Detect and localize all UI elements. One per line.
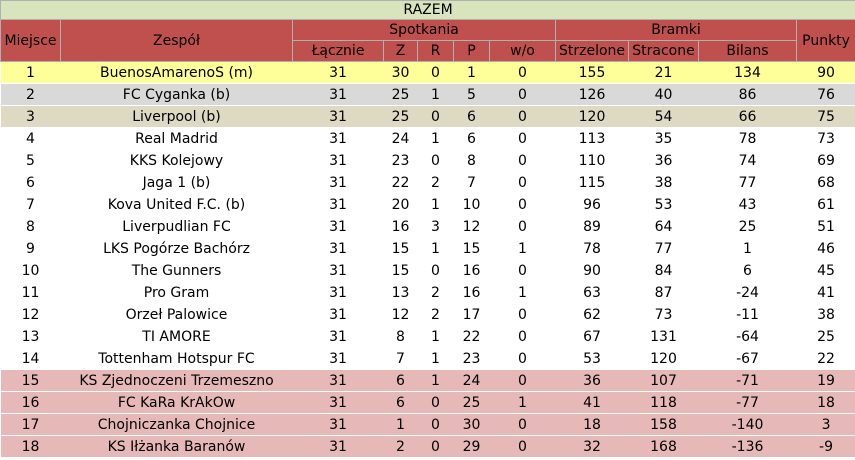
cell-walkover: 0 bbox=[490, 84, 556, 106]
cell-draws: 1 bbox=[431, 196, 440, 213]
cell-team: Chojniczanka Chojnice bbox=[61, 414, 293, 436]
cell-team: BuenosAmarenoS (m) bbox=[61, 62, 293, 84]
cell-scored: 110 bbox=[578, 152, 606, 169]
cell-walkover: 0 bbox=[518, 350, 527, 367]
table-row bbox=[1, 348, 855, 370]
cell-total: 31 bbox=[293, 106, 384, 128]
cell-points: 38 bbox=[817, 306, 835, 323]
cell-total: 31 bbox=[293, 436, 384, 458]
cell-walkover: 1 bbox=[490, 392, 556, 414]
cell-losses: 16 bbox=[462, 262, 481, 279]
cell-wins: 30 bbox=[384, 62, 418, 84]
cell-draws: 0 bbox=[431, 262, 440, 279]
cell-balance: 1 bbox=[743, 240, 752, 257]
cell-total: 31 bbox=[329, 152, 347, 169]
cell-wins: 24 bbox=[391, 130, 410, 147]
cell-scored: 90 bbox=[583, 262, 601, 279]
cell-wins: 20 bbox=[391, 196, 410, 213]
cell-conceded: 77 bbox=[654, 240, 673, 257]
cell-total: 31 bbox=[329, 130, 347, 147]
cell-wins: 13 bbox=[391, 284, 410, 301]
table-row bbox=[1, 370, 855, 392]
cell-scored: 89 bbox=[583, 218, 601, 235]
cell-points: 46 bbox=[817, 240, 835, 257]
cell-team: LKS Pogórze Bachórz bbox=[103, 240, 250, 257]
cell-total: 31 bbox=[293, 84, 384, 106]
cell-total: 31 bbox=[329, 350, 347, 367]
header-walkover: w/o bbox=[490, 41, 556, 62]
cell-draws: 0 bbox=[418, 414, 454, 436]
cell-balance: 86 bbox=[699, 84, 797, 106]
cell-walkover: 0 bbox=[518, 306, 527, 323]
cell-points: 51 bbox=[817, 218, 835, 235]
cell-walkover: 0 bbox=[518, 130, 527, 147]
cell-place: 9 bbox=[26, 240, 35, 257]
cell-conceded: 64 bbox=[654, 218, 673, 235]
header-scored: Strzelone bbox=[556, 41, 629, 62]
cell-points: 68 bbox=[817, 174, 835, 191]
cell-team: Real Madrid bbox=[135, 130, 218, 147]
cell-points: 19 bbox=[797, 370, 855, 392]
cell-team: KS Iłżanka Baranów bbox=[61, 436, 293, 458]
cell-place: 13 bbox=[21, 328, 40, 345]
cell-scored: 113 bbox=[578, 130, 606, 147]
cell-walkover: 0 bbox=[518, 218, 527, 235]
cell-losses: 24 bbox=[454, 370, 490, 392]
cell-balance: 66 bbox=[699, 106, 797, 128]
header-points: Punkty bbox=[797, 20, 855, 62]
cell-points: 69 bbox=[817, 152, 835, 169]
header-matches: Spotkania bbox=[293, 20, 556, 41]
cell-scored: 120 bbox=[556, 106, 629, 128]
cell-place: 15 bbox=[1, 370, 61, 392]
cell-place: 8 bbox=[26, 218, 35, 235]
cell-draws: 0 bbox=[418, 436, 454, 458]
cell-draws: 0 bbox=[418, 106, 454, 128]
cell-walkover: 0 bbox=[490, 414, 556, 436]
cell-place: 16 bbox=[1, 392, 61, 414]
cell-points: 18 bbox=[797, 392, 855, 414]
cell-balance: -77 bbox=[699, 392, 797, 414]
cell-wins: 2 bbox=[384, 436, 418, 458]
cell-conceded: 87 bbox=[654, 284, 673, 301]
cell-balance: -67 bbox=[736, 350, 759, 367]
table-row bbox=[1, 414, 855, 436]
table-row bbox=[1, 326, 855, 348]
cell-draws: 2 bbox=[431, 284, 440, 301]
cell-walkover: 0 bbox=[518, 196, 527, 213]
cell-place: 17 bbox=[1, 414, 61, 436]
cell-scored: 18 bbox=[556, 414, 629, 436]
table-row bbox=[1, 84, 855, 106]
cell-points: 3 bbox=[797, 414, 855, 436]
cell-total: 31 bbox=[329, 262, 347, 279]
cell-total: 31 bbox=[293, 392, 384, 414]
table-row bbox=[1, 436, 855, 458]
table-row bbox=[1, 392, 855, 414]
cell-losses: 23 bbox=[462, 350, 481, 367]
cell-conceded: 120 bbox=[650, 350, 677, 367]
cell-conceded: 36 bbox=[654, 152, 673, 169]
cell-conceded: 40 bbox=[629, 84, 699, 106]
cell-team: The Gunners bbox=[131, 262, 222, 279]
cell-place: 18 bbox=[1, 436, 61, 458]
cell-team: Orzeł Palowice bbox=[125, 306, 228, 323]
cell-walkover: 0 bbox=[490, 106, 556, 128]
cell-losses: 17 bbox=[462, 306, 481, 323]
cell-team: KS Zjednoczeni Trzemeszno bbox=[61, 370, 293, 392]
cell-total: 31 bbox=[329, 284, 347, 301]
cell-losses: 25 bbox=[454, 392, 490, 414]
cell-walkover: 0 bbox=[490, 436, 556, 458]
cell-points: 76 bbox=[797, 84, 855, 106]
cell-place: 7 bbox=[26, 196, 35, 213]
cell-losses: 6 bbox=[454, 106, 490, 128]
table-row bbox=[1, 282, 855, 304]
cell-draws: 0 bbox=[418, 392, 454, 414]
cell-draws: 2 bbox=[431, 174, 440, 191]
table-row bbox=[1, 150, 855, 172]
header-team: Zespół bbox=[61, 20, 293, 62]
cell-losses: 16 bbox=[462, 284, 481, 301]
cell-scored: 155 bbox=[556, 62, 629, 84]
cell-conceded: 73 bbox=[654, 306, 673, 323]
cell-place: 2 bbox=[1, 84, 61, 106]
cell-wins: 6 bbox=[384, 392, 418, 414]
cell-losses: 6 bbox=[467, 130, 476, 147]
cell-draws: 1 bbox=[431, 328, 440, 345]
cell-points: 45 bbox=[817, 262, 835, 279]
cell-losses: 7 bbox=[467, 174, 476, 191]
cell-conceded: 131 bbox=[650, 328, 677, 345]
header-balance: Bilans bbox=[699, 41, 797, 62]
cell-balance: -24 bbox=[736, 284, 759, 301]
cell-balance: -71 bbox=[699, 370, 797, 392]
cell-team: TI AMORE bbox=[142, 328, 211, 345]
cell-team: Pro Gram bbox=[143, 284, 210, 301]
cell-total: 31 bbox=[293, 414, 384, 436]
cell-balance: -64 bbox=[736, 328, 759, 345]
cell-walkover: 1 bbox=[518, 284, 527, 301]
cell-conceded: 168 bbox=[629, 436, 699, 458]
cell-scored: 115 bbox=[578, 174, 606, 191]
table-row bbox=[1, 260, 855, 282]
cell-team: FC KaRa KrAkOw bbox=[61, 392, 293, 414]
cell-walkover: 0 bbox=[490, 370, 556, 392]
standings-body bbox=[1, 62, 855, 458]
cell-draws: 1 bbox=[431, 130, 440, 147]
cell-place: 12 bbox=[21, 306, 40, 323]
cell-scored: 126 bbox=[556, 84, 629, 106]
cell-balance: 78 bbox=[738, 130, 757, 147]
cell-balance: 25 bbox=[738, 218, 757, 235]
header-place: Miejsce bbox=[1, 20, 61, 62]
cell-total: 31 bbox=[293, 62, 384, 84]
cell-points: 73 bbox=[817, 130, 835, 147]
cell-draws: 1 bbox=[431, 350, 440, 367]
cell-total: 31 bbox=[329, 196, 347, 213]
cell-team: KKS Kolejowy bbox=[129, 152, 224, 169]
cell-points: 61 bbox=[817, 196, 835, 213]
cell-total: 31 bbox=[329, 240, 347, 257]
cell-draws: 0 bbox=[418, 62, 454, 84]
cell-draws: 0 bbox=[431, 152, 440, 169]
cell-balance: 6 bbox=[743, 262, 752, 279]
cell-wins: 1 bbox=[384, 414, 418, 436]
table-row bbox=[1, 106, 855, 128]
header-wins: Z bbox=[384, 41, 418, 62]
cell-total: 31 bbox=[329, 218, 347, 235]
cell-points: 75 bbox=[797, 106, 855, 128]
cell-walkover: 0 bbox=[518, 174, 527, 191]
cell-walkover: 0 bbox=[490, 62, 556, 84]
cell-place: 14 bbox=[21, 350, 40, 367]
cell-balance: 74 bbox=[738, 152, 757, 169]
table-row bbox=[1, 304, 855, 326]
cell-place: 3 bbox=[1, 106, 61, 128]
cell-points: -9 bbox=[797, 436, 855, 458]
cell-wins: 15 bbox=[391, 240, 410, 257]
cell-points: 90 bbox=[797, 62, 855, 84]
cell-conceded: 118 bbox=[629, 392, 699, 414]
cell-conceded: 53 bbox=[654, 196, 673, 213]
cell-scored: 67 bbox=[583, 328, 601, 345]
cell-team: Jaga 1 (b) bbox=[142, 174, 211, 191]
table-row bbox=[1, 216, 855, 238]
cell-balance: 43 bbox=[738, 196, 757, 213]
cell-losses: 1 bbox=[454, 62, 490, 84]
cell-team: Tottenham Hotspur FC bbox=[98, 350, 255, 367]
header-goals: Bramki bbox=[556, 20, 797, 41]
cell-wins: 25 bbox=[384, 106, 418, 128]
cell-conceded: 107 bbox=[629, 370, 699, 392]
cell-scored: 63 bbox=[583, 284, 601, 301]
cell-team: FC Cyganka (b) bbox=[61, 84, 293, 106]
cell-walkover: 1 bbox=[518, 240, 527, 257]
header-draws: R bbox=[418, 41, 454, 62]
cell-conceded: 35 bbox=[654, 130, 673, 147]
cell-scored: 32 bbox=[556, 436, 629, 458]
cell-walkover: 0 bbox=[518, 152, 527, 169]
cell-team: Kova United F.C. (b) bbox=[107, 196, 246, 213]
cell-team: Liverpool (b) bbox=[61, 106, 293, 128]
cell-scored: 62 bbox=[583, 306, 601, 323]
cell-wins: 25 bbox=[384, 84, 418, 106]
cell-total: 31 bbox=[329, 174, 347, 191]
cell-conceded: 158 bbox=[629, 414, 699, 436]
header-total: Łącznie bbox=[293, 41, 384, 62]
cell-wins: 7 bbox=[396, 350, 405, 367]
cell-wins: 23 bbox=[391, 152, 410, 169]
table-row bbox=[1, 194, 855, 216]
cell-place: 6 bbox=[26, 174, 35, 191]
header-losses: P bbox=[454, 41, 490, 62]
cell-team: Liverpudlian FC bbox=[122, 218, 231, 235]
cell-place: 1 bbox=[1, 62, 61, 84]
cell-balance: 77 bbox=[738, 174, 757, 191]
table-title: RAZEM bbox=[1, 1, 855, 20]
cell-scored: 36 bbox=[556, 370, 629, 392]
cell-conceded: 38 bbox=[654, 174, 673, 191]
cell-total: 31 bbox=[329, 306, 347, 323]
cell-total: 31 bbox=[329, 328, 347, 345]
cell-points: 25 bbox=[817, 328, 835, 345]
cell-scored: 96 bbox=[583, 196, 601, 213]
table-row bbox=[1, 172, 855, 194]
cell-wins: 6 bbox=[384, 370, 418, 392]
cell-draws: 2 bbox=[431, 306, 440, 323]
cell-place: 11 bbox=[21, 284, 40, 301]
cell-draws: 3 bbox=[431, 218, 440, 235]
cell-wins: 8 bbox=[396, 328, 405, 345]
header-conceded: Stracone bbox=[629, 41, 699, 62]
table-row bbox=[1, 238, 855, 260]
table-row bbox=[1, 62, 855, 84]
cell-balance: -140 bbox=[699, 414, 797, 436]
cell-draws: 1 bbox=[431, 240, 440, 257]
cell-losses: 29 bbox=[454, 436, 490, 458]
cell-total: 31 bbox=[293, 370, 384, 392]
cell-wins: 15 bbox=[391, 262, 410, 279]
cell-place: 4 bbox=[26, 130, 35, 147]
cell-scored: 41 bbox=[556, 392, 629, 414]
cell-conceded: 21 bbox=[629, 62, 699, 84]
table-row bbox=[1, 128, 855, 150]
cell-balance: -11 bbox=[736, 306, 759, 323]
cell-losses: 15 bbox=[462, 240, 481, 257]
cell-place: 10 bbox=[21, 262, 40, 279]
cell-points: 41 bbox=[817, 284, 835, 301]
cell-losses: 12 bbox=[462, 218, 481, 235]
cell-losses: 5 bbox=[454, 84, 490, 106]
cell-losses: 22 bbox=[462, 328, 481, 345]
cell-conceded: 84 bbox=[654, 262, 673, 279]
cell-wins: 12 bbox=[391, 306, 410, 323]
cell-balance: -136 bbox=[699, 436, 797, 458]
cell-losses: 10 bbox=[462, 196, 481, 213]
cell-draws: 1 bbox=[418, 84, 454, 106]
cell-wins: 16 bbox=[391, 218, 410, 235]
cell-conceded: 54 bbox=[629, 106, 699, 128]
cell-points: 22 bbox=[817, 350, 835, 367]
cell-scored: 53 bbox=[583, 350, 601, 367]
cell-walkover: 0 bbox=[518, 328, 527, 345]
cell-walkover: 0 bbox=[518, 262, 527, 279]
cell-losses: 30 bbox=[454, 414, 490, 436]
cell-wins: 22 bbox=[391, 174, 410, 191]
cell-losses: 8 bbox=[467, 152, 476, 169]
cell-draws: 1 bbox=[418, 370, 454, 392]
cell-place: 5 bbox=[26, 152, 35, 169]
cell-balance: 134 bbox=[699, 62, 797, 84]
cell-scored: 78 bbox=[583, 240, 601, 257]
